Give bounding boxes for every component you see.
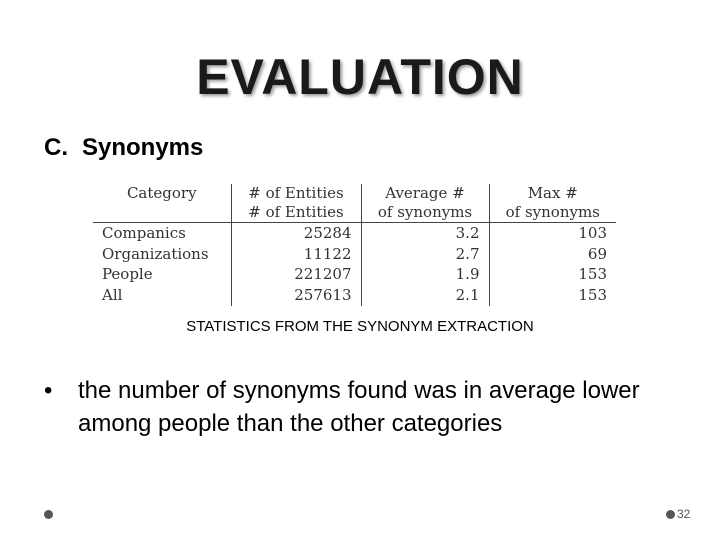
max-synonyms-cell: 153	[489, 265, 616, 286]
section-title: Synonyms	[82, 134, 204, 161]
category-cell: All	[102, 286, 123, 305]
average-synonyms-cell: 2.7	[361, 244, 489, 265]
category-cell: Organizations	[102, 244, 209, 263]
category-cell: Companics	[102, 223, 186, 242]
entities-cell: 221207	[231, 265, 361, 286]
header-line: Category	[126, 184, 197, 202]
average-synonyms-cell: 2.1	[361, 285, 489, 306]
average-synonyms-cell: 3.2	[361, 223, 489, 244]
max-synonyms-cell: 153	[489, 285, 616, 306]
table-row	[93, 223, 616, 244]
table-row	[93, 244, 616, 265]
max-synonyms-cell: 69	[489, 244, 616, 265]
header-line: Average #	[385, 184, 465, 202]
header-line: of synonyms	[505, 203, 600, 221]
slide-title: EVALUATION	[196, 49, 524, 105]
average-synonyms-cell: 1.9	[361, 265, 489, 286]
bullet-dot-icon	[666, 510, 675, 519]
bullet-marker: •	[44, 377, 53, 404]
table-header-row	[93, 184, 616, 223]
table-caption: STATISTICS FROM THE SYNONYM EXTRACTION	[186, 318, 534, 335]
table-header-cell	[93, 184, 231, 223]
entities-cell: 25284	[231, 223, 361, 244]
section-heading	[44, 134, 203, 162]
page-number: 32	[677, 507, 691, 521]
bullet-dot-icon	[44, 510, 53, 519]
header-line: of synonyms	[377, 203, 473, 221]
section-letter: C.	[44, 134, 68, 161]
max-synonyms-cell: 103	[489, 223, 616, 244]
category-cell: People	[102, 265, 153, 284]
entities-cell: 257613	[231, 285, 361, 306]
table-header-cell	[361, 184, 489, 223]
table-header-cell	[489, 184, 616, 223]
bullet-text: the number of synonyms found was in average lower among people than the other categories	[78, 377, 640, 437]
header-line: # of Entities	[248, 184, 344, 202]
header-line: Max #	[527, 184, 578, 202]
entities-cell: 11122	[231, 244, 361, 265]
table-row	[93, 285, 616, 306]
table-row	[93, 265, 616, 286]
header-line	[102, 203, 222, 222]
header-line: # of Entities	[248, 203, 344, 221]
table-header-cell	[231, 184, 361, 223]
synonym-statistics-table	[93, 184, 616, 306]
bullet-item	[44, 374, 684, 440]
